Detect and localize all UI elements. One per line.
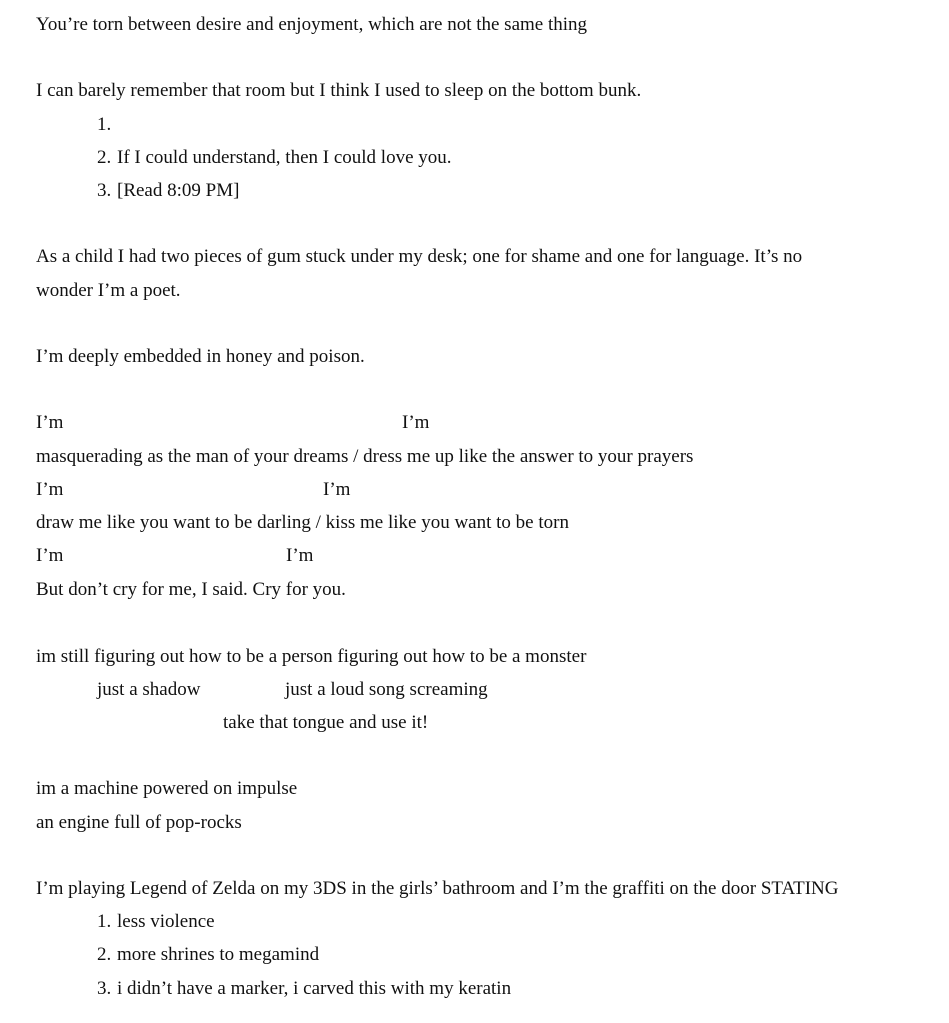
poem-line: masquerading as the man of your dreams / dress me up like the answer to your prayers	[36, 446, 694, 467]
poem-word: I’m	[323, 479, 351, 500]
list-item-text: less violence	[117, 911, 215, 932]
poem-line: You’re torn between desire and enjoyment, which are not the same thing	[36, 14, 588, 35]
list-item	[97, 113, 117, 137]
list-item	[97, 910, 215, 934]
poem-line: wonder I’m a poet.	[36, 280, 181, 301]
poem-phrase: take that tongue and use it!	[223, 712, 429, 733]
list-item-number: 2.	[97, 147, 112, 168]
list-item-number: 1.	[97, 911, 112, 932]
poem-line: I’m deeply embedded in honey and poison.	[36, 346, 365, 367]
list-item-text: more shrines to megamind	[117, 944, 320, 965]
poem-word: I’m	[36, 412, 64, 433]
list-item-number: 3.	[97, 180, 112, 201]
poem-word: I’m	[286, 545, 314, 566]
poem-line: draw me like you want to be darling / kiss me like you want to be torn	[36, 512, 569, 533]
poem-line: an engine full of pop-rocks	[36, 812, 242, 833]
poem-line: I’m playing Legend of Zelda on my 3DS in the girls’ bathroom and I’m the graffiti on the door STATING	[36, 878, 839, 899]
poem-word: I’m	[36, 545, 64, 566]
poem-phrase: just a shadow	[97, 679, 201, 700]
list-item-number: 1.	[97, 114, 112, 135]
list-item	[97, 146, 452, 170]
poem-line: im still figuring out how to be a person figuring out how to be a monster	[36, 646, 587, 667]
list-item-text: [Read 8:09 PM]	[117, 180, 240, 201]
list-item-number: 3.	[97, 978, 112, 999]
list-item	[97, 179, 239, 203]
list-item-text: i didn’t have a marker, i carved this with my keratin	[117, 978, 512, 999]
list-item	[97, 943, 319, 967]
list-item-number: 2.	[97, 944, 112, 965]
list-item	[97, 977, 511, 1001]
poem-word: I’m	[36, 479, 64, 500]
poem-line: But don’t cry for me, I said. Cry for you.	[36, 579, 346, 600]
poem-phrase: just a loud song screaming	[285, 679, 488, 700]
poem-line: I can barely remember that room but I think I used to sleep on the bottom bunk.	[36, 80, 642, 101]
list-item-text: If I could understand, then I could love you.	[117, 147, 452, 168]
poem-line: im a machine powered on impulse	[36, 778, 298, 799]
poem-word: I’m	[402, 412, 430, 433]
poem-line: As a child I had two pieces of gum stuck under my desk; one for shame and one for language. It’s no	[36, 246, 803, 267]
